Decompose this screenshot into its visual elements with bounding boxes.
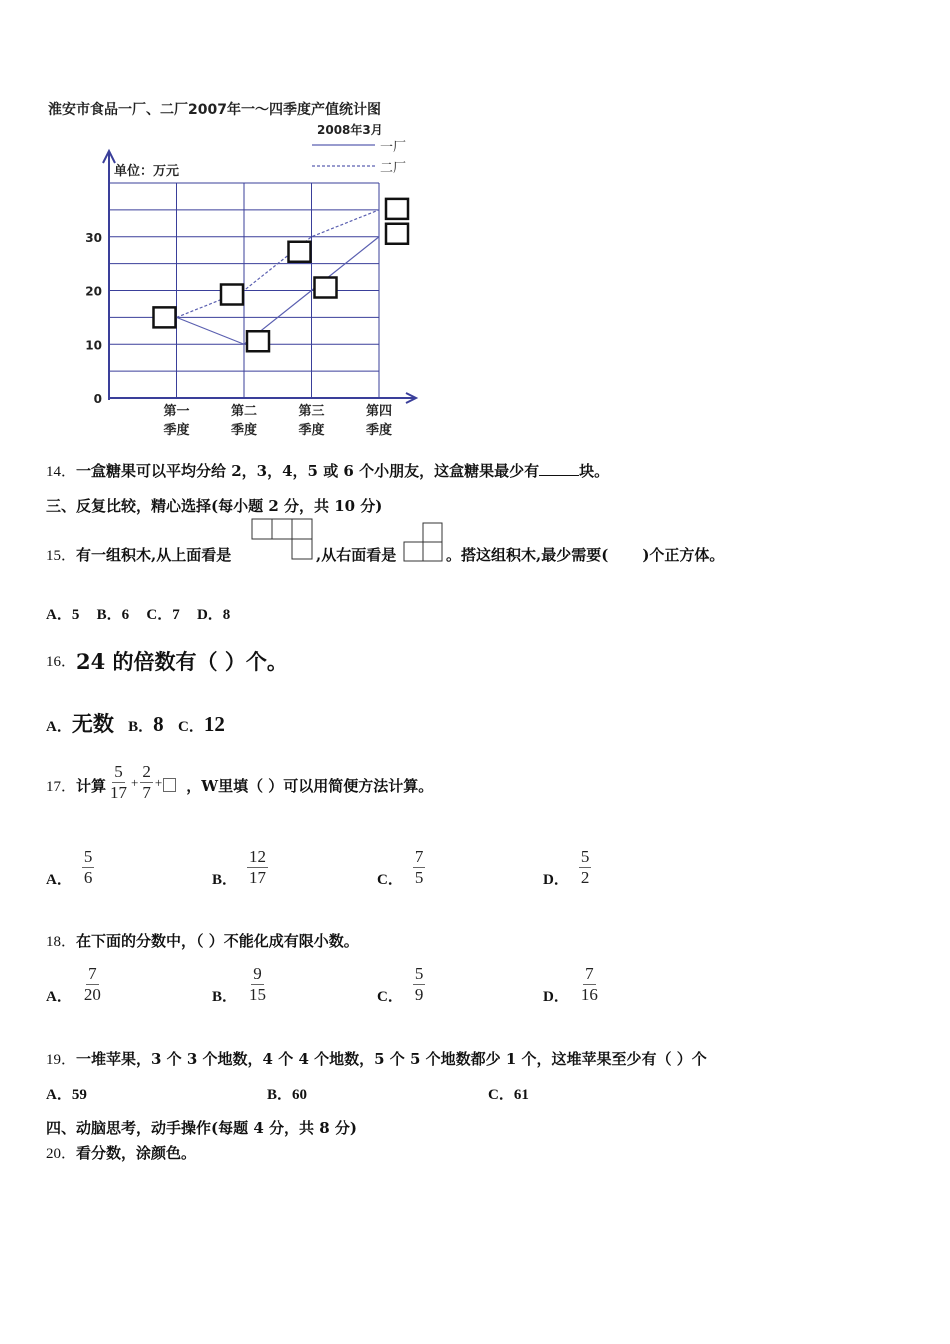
denominator: 17 [249, 868, 267, 887]
question-text-right-view: ,从右面看是 [316, 546, 397, 564]
x-tick-label: 季度 [298, 423, 325, 438]
chart-x-labels [163, 403, 392, 438]
top-view-figure [251, 518, 317, 564]
question-number: 20． [46, 1146, 77, 1162]
numerator: 7 [88, 964, 97, 983]
option-fraction [247, 847, 268, 888]
question-number: 19． [46, 1052, 77, 1068]
chart-series [177, 210, 380, 344]
legend-label-factory1: 一厂 [380, 140, 407, 155]
legend-label-factory2: 二厂 [380, 161, 407, 176]
question-number: 18． [46, 934, 77, 950]
question-number: 15． [46, 548, 77, 564]
numerator: 5 [114, 762, 123, 781]
option-label: B． [212, 989, 238, 1005]
question-number: 14． [46, 464, 77, 480]
question-number: 17． [46, 779, 77, 795]
question-text-end: ，W里填（ ）可以用简便方法计算。 [186, 777, 434, 795]
section-3-heading: 三、反复比较，精心选择(每小题 2 分，共 10 分) [46, 497, 383, 515]
question-text: 有一组积木,从上面看是 [76, 546, 232, 564]
x-tick-label: 第一 [163, 404, 190, 419]
x-tick-label: 季度 [230, 423, 258, 438]
question-16 [46, 646, 288, 676]
option-b[interactable] [212, 963, 270, 1006]
answer-boxes [154, 199, 409, 351]
fraction-5-17 [108, 762, 129, 803]
option-label: D． [543, 872, 569, 888]
option-label: A． [46, 872, 72, 888]
denominator: 2 [580, 868, 590, 887]
question-text: 24 的倍数有（ ）个。 [76, 649, 288, 674]
numerator: 7 [414, 847, 424, 866]
y-tick-label: 20 [85, 284, 102, 299]
option-fraction [82, 847, 95, 888]
answer-box [386, 224, 408, 244]
y-tick-label: 0 [93, 392, 102, 406]
numerator: 12 [249, 847, 267, 866]
denominator: 20 [83, 985, 101, 1004]
question-20 [46, 1142, 196, 1163]
section-4-heading: 四、动脑思考，动手操作(每题 4 分，共 8 分) [46, 1119, 357, 1137]
denominator: 15 [249, 985, 267, 1004]
option-d[interactable] [543, 846, 593, 889]
empty-box-icon[interactable] [163, 778, 176, 792]
option-b[interactable] [212, 846, 270, 889]
question-18 [46, 930, 359, 951]
x-tick-label: 季度 [163, 423, 190, 438]
chart-unit-label: 单位：万元 [114, 164, 180, 179]
x-tick-label: 第二 [230, 404, 258, 419]
q15-options [46, 603, 230, 624]
question-text-end: 块。 [579, 462, 610, 480]
chart-y-ticks [85, 231, 102, 406]
option-fraction [579, 847, 592, 888]
plus-sign: + [131, 774, 139, 790]
answer-box [289, 242, 311, 262]
denominator: 17 [110, 783, 128, 802]
numerator: 5 [83, 847, 93, 866]
option-a[interactable] [46, 963, 105, 1006]
y-tick-label: 30 [85, 230, 102, 245]
option-c[interactable] [377, 846, 427, 889]
option-label: C． [377, 872, 403, 888]
numerator: 5 [580, 847, 590, 866]
question-text: 一盒糖果可以平均分给 2，3，4，5 或 6 个小朋友，这盒糖果最少有 [76, 462, 540, 480]
question-text: 在下面的分数中，（ ）不能化成有限小数。 [76, 932, 359, 950]
fraction-2-7 [140, 762, 153, 803]
x-tick-label: 第三 [298, 404, 325, 419]
option-label: B． [212, 872, 238, 888]
option-fraction [413, 964, 426, 1005]
option-label: C． [377, 989, 403, 1005]
numerator: 2 [142, 762, 151, 781]
option-label: A． [46, 989, 72, 1005]
question-text-c: 。搭这组积木,最少需要( [446, 546, 609, 564]
option-b-label: B． [128, 719, 154, 735]
option-a[interactable]: 无数 [71, 711, 114, 736]
question-text-d: )个正方体。 [642, 546, 725, 564]
numerator: 7 [585, 964, 594, 983]
option-d[interactable]: D．8 [196, 607, 231, 623]
option-a[interactable]: A．5 [46, 607, 80, 623]
option-fraction [82, 964, 103, 1005]
q19-option-b[interactable]: B．60 [267, 1087, 308, 1103]
option-c[interactable]: 12 [203, 712, 225, 736]
option-label: D． [543, 989, 569, 1005]
option-c-label: C． [177, 719, 204, 735]
denominator: 9 [414, 985, 424, 1004]
question-14 [46, 460, 609, 481]
question-text: 计算 [76, 777, 107, 795]
q19-option-a[interactable]: A．59 [46, 1087, 87, 1103]
chart-title: 淮安市食品一厂、二厂2007年一～四季度产值统计图 [48, 102, 381, 118]
option-b[interactable]: 8 [153, 712, 164, 736]
question-text-cubes [446, 544, 724, 565]
option-fraction [413, 847, 426, 888]
option-d[interactable] [543, 963, 602, 1006]
option-c[interactable]: C．7 [146, 607, 180, 623]
option-c[interactable] [377, 963, 427, 1006]
chart-axes [103, 151, 416, 403]
numerator: 5 [414, 964, 424, 983]
answer-blank[interactable] [539, 461, 579, 476]
question-number: 16． [46, 654, 77, 670]
answer-box [247, 331, 269, 351]
q16-options [46, 708, 225, 738]
option-fraction [579, 964, 600, 1005]
answer-box [315, 278, 337, 298]
x-tick-label: 季度 [365, 423, 393, 438]
question-text: 看分数，涂颜色。 [76, 1144, 197, 1162]
answer-box [221, 285, 243, 305]
question-text: 一堆苹果，3 个 3 个地数，4 个 4 个地数，5 个 5 个地数都少 1 个，这堆苹果至少有（ ）个 [76, 1050, 707, 1068]
numerator: 9 [253, 964, 262, 983]
question-19 [46, 1048, 707, 1069]
denominator: 7 [142, 783, 151, 802]
denominator: 6 [83, 868, 93, 887]
option-b[interactable]: B．6 [96, 607, 130, 623]
chart-subtitle: 2008年3月 [317, 123, 383, 137]
y-tick-label: 10 [85, 338, 102, 353]
x-tick-label: 第四 [365, 404, 393, 419]
denominator: 16 [580, 985, 598, 1004]
option-fraction [247, 964, 268, 1005]
production-line-chart [40, 95, 480, 445]
answer-box [154, 307, 176, 327]
answer-box [386, 199, 408, 219]
plus-sign: + [154, 774, 163, 790]
question-17 [46, 762, 433, 803]
question-15 [46, 544, 231, 565]
option-a[interactable] [46, 846, 96, 889]
q19-option-c[interactable]: C．61 [488, 1087, 529, 1103]
option-a-label: A． [46, 719, 72, 735]
denominator: 5 [414, 868, 424, 887]
right-view-figure [402, 522, 446, 564]
